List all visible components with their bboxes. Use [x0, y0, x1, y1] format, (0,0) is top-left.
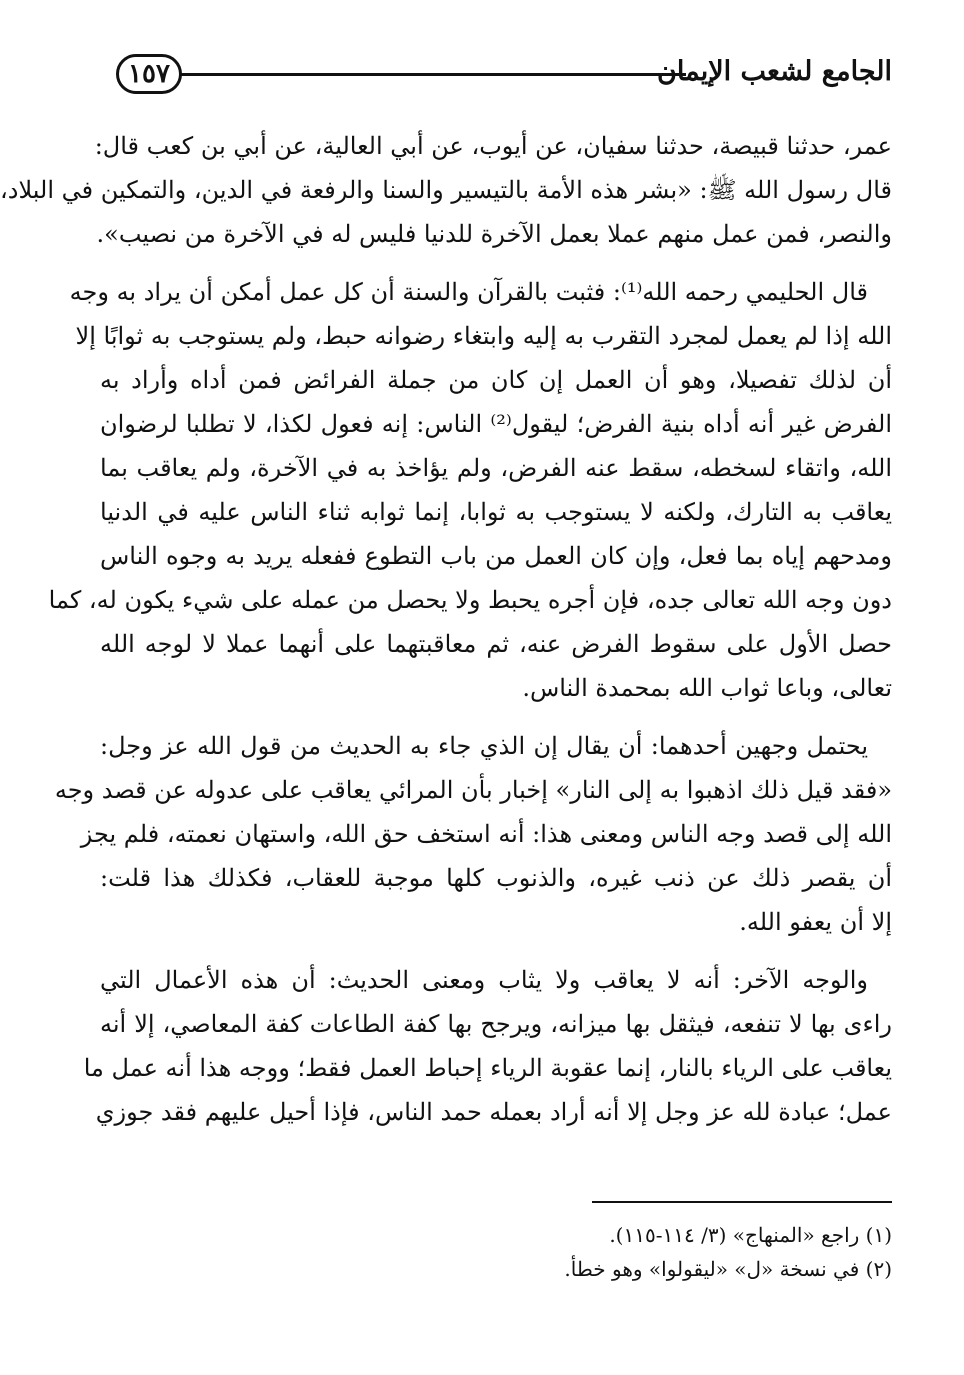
footnotes	[100, 1218, 892, 1286]
text-line: عمر، حدثنا قبيصة، حدثنا سفيان، عن أيوب، عن أبي العالية، عن أبي بن كعب قال:	[94, 132, 892, 160]
paragraph-hadith	[0, 124, 892, 256]
text-line: يعاقب على الرياء بالنار، إنما عقوبة الرياء إحباط العمل فقط؛ ووجه هذا أنه عمل ما	[83, 1054, 892, 1082]
paragraph-halimi	[48, 270, 892, 710]
text-line: عمل؛ عبادة لله عز وجل إلا أنه أراد بعمله حمد الناس، فإذا أحيل عليهم فقد جوزي	[95, 1098, 892, 1126]
text-line: الله إذا لم يعمل لمجرد التقرب به إليه وابتغاء رضوانه حبط، ولم يستوجب به ثوابًا إلا	[75, 322, 892, 350]
text-line: أن يقصر ذلك عن ذنب غيره، والذنوب كلها موجبة للعقاب، فكذلك هذا قلت:	[100, 864, 892, 892]
header-rule	[178, 73, 686, 76]
text-line: دون وجه الله تعالى جده، فإن أجره يحبط ولا يحصل من عمله على شيء يكون له، كما	[48, 586, 892, 614]
text-line: والنصر، فمن عمل منهم عملا بعمل الآخرة للدنيا فليس له في الآخرة من نصيب».	[96, 220, 892, 248]
text-line: يعاقب به التارك، ولكنه لا يستوجب به ثوابا، إنما ثوابه ثناء الناس عليه في الدنيا	[100, 498, 892, 526]
text-line: أن لذلك تفصيلا، وهو أن العمل إن كان من جملة الفرائض فمن أداه وأراد به	[100, 366, 892, 394]
text-line: «فقد قيل ذلك اذهبوا به إلى النار» إخبار بأن المرائي يعاقب على عدوله عن قصد وجه	[54, 776, 892, 804]
text-line: قال رسول الله ﷺ: «بشر هذه الأمة بالتيسير والسنا والرفعة في الدين، والتمكين في البلاد،	[0, 176, 892, 204]
footnote-2: (٢) في نسخة «ل» «ليقولوا» وهو خطأ.	[564, 1257, 892, 1281]
footnote-rule	[592, 1201, 892, 1203]
footnote-1: (١) راجع «المنهاج» (٣/ ١١٤-١١٥).	[609, 1223, 892, 1247]
text-line: والوجه الآخر: أنه لا يعاقب ولا يثاب ومعنى الحديث: أن هذه الأعمال التي	[100, 966, 868, 994]
text-line: الله إلى قصد وجه الناس ومعنى هذا: أنه استخف حق الله، واستهان نعمته، فلم يجز	[80, 820, 892, 848]
text-line: تعالى، وباعا ثواب الله بمحمدة الناس.	[522, 674, 892, 702]
paragraph-first-interpretation	[54, 724, 892, 944]
running-title: الجامع لشعب الإيمان	[657, 56, 892, 87]
text-line: الفرض غير أنه أداه بنية الفرض؛ ليقول⁽²⁾ الناس: إنه فعول لكذا، لا تطلبا لرضوان	[100, 410, 892, 438]
text-line: الله، واتقاء لسخطه، سقط عنه الفرض، ولم يؤاخذ به في الآخرة، ولم يعاقب بما	[100, 454, 892, 482]
text-line: حصل الأول على سقوط الفرض عنه، ثم معاقبتهما على أنهما عملا لا لوجه الله	[100, 630, 892, 658]
main-text	[0, 124, 892, 1148]
text-line: إلا أن يعفو الله.	[739, 908, 892, 936]
text-line: يحتمل وجهين أحدهما: أن يقال إن الذي جاء به الحديث من قول الله عز وجل:	[100, 732, 868, 760]
text-line: ومدحهم إياه بما فعل، وإن كان العمل من باب التطوع ففعله يريد به وجوه الناس	[100, 542, 892, 570]
paragraph-second-interpretation	[83, 958, 892, 1134]
text-line: راءى بها لا تنفعه، فيثقل بها ميزانه، ويرجح بها كفة الطاعات كفة المعاصي، إلا أنه	[100, 1010, 892, 1038]
text-line: قال الحليمي رحمه الله⁽¹⁾: فثبت بالقرآن والسنة أن كل عمل أمكن أن يراد به وجه	[69, 278, 868, 306]
page-number: ١٥٧	[116, 54, 182, 94]
